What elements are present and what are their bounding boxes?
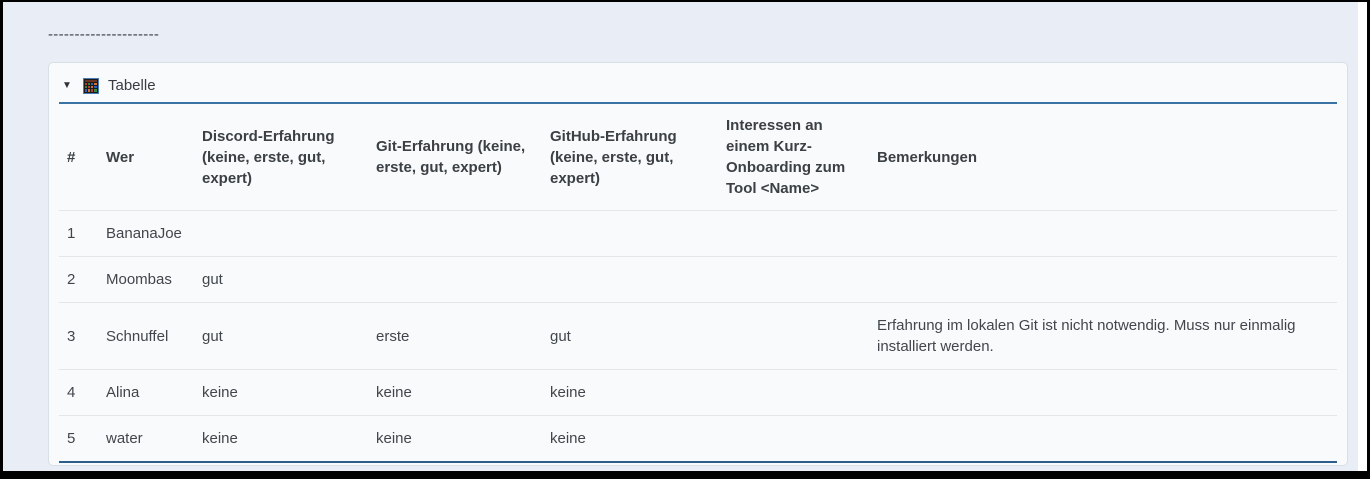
triangle-down-icon[interactable]: ▼ <box>62 79 72 91</box>
table-cell <box>869 416 1337 463</box>
table-cell: gut <box>194 257 368 303</box>
table-body <box>59 211 1337 463</box>
column-header: # <box>59 103 98 211</box>
table-row <box>59 416 1337 463</box>
table-row <box>59 211 1337 257</box>
scrollbar-track[interactable] <box>1358 2 1367 471</box>
table-cell: keine <box>376 430 412 447</box>
table-cell: keine <box>202 430 238 447</box>
column-header: Wer <box>98 103 194 211</box>
table-row <box>59 370 1337 416</box>
table-cell <box>869 257 1337 303</box>
table-cell: 1 <box>59 211 98 257</box>
table-cell <box>718 303 869 370</box>
column-header: Interessen an einem Kurz-Onboarding zum Tool <Name> <box>718 103 869 211</box>
panel-title: Tabelle <box>108 77 156 94</box>
table-cell <box>542 257 718 303</box>
panel-collapse-header[interactable] <box>49 63 1347 94</box>
table-cell: Moombas <box>98 257 194 303</box>
table-cell <box>368 257 542 303</box>
table-cell <box>869 370 1337 416</box>
table-cell: keine <box>368 370 542 416</box>
table-cell <box>869 211 1337 257</box>
table-cell <box>718 257 869 303</box>
table-row <box>59 303 1337 370</box>
column-header: Discord-Erfahrung (keine, erste, gut, expert) <box>194 103 368 211</box>
table-cell <box>194 211 368 257</box>
table-cell: keine <box>542 370 718 416</box>
table-row <box>59 257 1337 303</box>
column-header: Git-Erfahrung (keine, erste, gut, expert) <box>368 103 542 211</box>
table-cell: Alina <box>98 370 194 416</box>
table-cell: erste <box>368 303 542 370</box>
table-cell: gut <box>194 303 368 370</box>
table-cell: 3 <box>59 303 98 370</box>
table-cell: Schnuffel <box>98 303 194 370</box>
table-container <box>59 102 1337 463</box>
table-cell <box>542 211 718 257</box>
table-cell: 2 <box>59 257 98 303</box>
table-cell: 4 <box>59 370 98 416</box>
table-cell <box>368 211 542 257</box>
table-cell: keine <box>550 430 586 447</box>
table-icon <box>83 78 99 94</box>
column-header: GitHub-Erfahrung (keine, erste, gut, expert) <box>542 103 718 211</box>
table-cell: Erfahrung im lokalen Git ist nicht notwendig. Muss nur einmalig installiert werden. <box>869 303 1337 370</box>
table-cell: water <box>106 430 143 447</box>
table-cell: 5 <box>67 430 76 447</box>
divider-dashes-text: --------------------- <box>48 26 160 43</box>
table-header-row <box>59 103 1337 211</box>
table-cell <box>718 416 869 463</box>
erfahrung-table <box>59 102 1337 463</box>
tabelle-panel <box>48 62 1348 466</box>
table-cell <box>718 211 869 257</box>
column-header: Bemerkungen <box>869 103 1337 211</box>
table-cell: BananaJoe <box>98 211 194 257</box>
table-cell: gut <box>542 303 718 370</box>
table-cell: keine <box>194 370 368 416</box>
table-cell <box>718 370 869 416</box>
